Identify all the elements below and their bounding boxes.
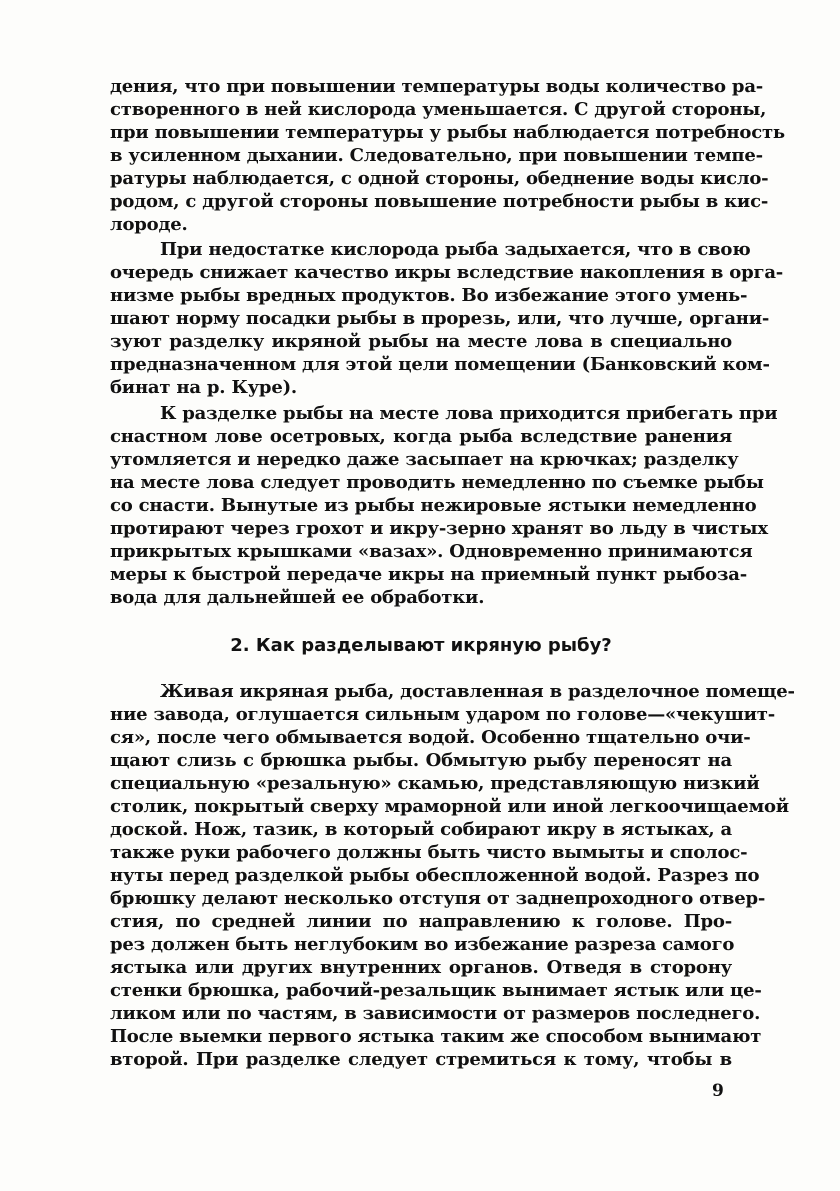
text-line: предназначенном для этой цели помещении (Банковский ком- — [110, 354, 770, 375]
text-line: вода для дальнейшей ее обработки. — [110, 587, 485, 608]
text-line: в усиленном дыхании. Следовательно, при повышении темпе- — [110, 145, 763, 166]
page-number: 9 — [712, 1081, 724, 1101]
text-line: К разделке рыбы на месте лова приходится прибегать при — [160, 403, 778, 424]
text-line: После выемки первого ястыка таким же способом вынимают — [110, 1026, 762, 1047]
text-line: бинат на р. Куре). — [110, 377, 297, 398]
text-line: брюшку делают несколько отступя от заднепроходного отвер- — [110, 888, 766, 909]
text-line: при повышении температуры у рыбы наблюдается потребность — [110, 122, 785, 143]
text-line: ликом или по частям, в зависимости от размеров последнего. — [110, 1003, 761, 1024]
text-line: также руки рабочего должны быть чисто вымыты и сполос- — [110, 842, 748, 863]
text-line: специальную «резальную» скамью, представляющую низкий — [110, 773, 760, 794]
text-line: зуют разделку икряной рыбы на месте лова в специально — [110, 331, 732, 352]
text-line: прикрытых крышками «вазах». Одновременно принимаются — [110, 541, 753, 562]
text-line: ястыка или других внутренних органов. Отведя в сторону — [110, 957, 732, 978]
text-line: очередь снижает качество икры вследствие накопления в орга- — [110, 262, 784, 283]
text-line: дения, что при повышении температуры воды количество ра- — [110, 76, 764, 97]
text-line: протирают через грохот и икру-зерно хранят во льду в чистых — [110, 518, 768, 539]
text-line: шают норму посадки рыбы в прорезь, или, что лучше, органи- — [110, 308, 770, 329]
text-line: ратуры наблюдается, с одной стороны, обеднение воды кисло- — [110, 168, 769, 189]
text-line: снастном лове осетровых, когда рыба вследствие ранения — [110, 426, 732, 447]
text-line: Живая икряная рыба, доставленная в разделочное помеще- — [160, 681, 795, 702]
text-line: родом, с другой стороны повышение потребности рыбы в кис- — [110, 191, 769, 212]
text-line: стия, по средней линии по направлению к голове. Про- — [110, 911, 732, 932]
text-line: стенки брюшка, рабочий-резальщик вынимает ястык или це- — [110, 980, 762, 1001]
text-line: ся», после чего обмывается водой. Особенно тщательно очи- — [110, 727, 751, 748]
text-line: При недостатке кислорода рыба задыхается, что в свою — [160, 239, 751, 260]
text-line: ние завода, оглушается сильным ударом по голове—«чекушит- — [110, 704, 775, 725]
text-line: на месте лова следует проводить немедленно по съемке рыбы — [110, 472, 764, 493]
text-line: утомляется и нередко даже засыпает на крючках; разделку — [110, 449, 739, 470]
text-line: второй. При разделке следует стремиться к тому, чтобы в — [110, 1049, 732, 1070]
text-line: створенного в ней кислорода уменьшается. С другой стороны, — [110, 99, 767, 120]
text-line: со снасти. Вынутые из рыбы нежировые ястыки немедленно — [110, 495, 757, 516]
text-line: доской. Нож, тазик, в который собирают икру в ястыках, а — [110, 819, 732, 840]
text-line: лороде. — [110, 214, 188, 235]
text-line: рез должен быть неглубоким во избежание разреза самого — [110, 934, 735, 955]
text-line: столик, покрытый сверху мраморной или иной легкоочищаемой — [110, 796, 789, 817]
text-line: низме рыбы вредных продуктов. Во избежание этого умень- — [110, 285, 748, 306]
text-line: меры к быстрой передаче икры на приемный пункт рыбоза- — [110, 564, 747, 585]
section-heading: 2. Как разделывают икряную рыбу? — [230, 635, 612, 656]
text-line: щают слизь с брюшка рыбы. Обмытую рыбу переносят на — [110, 750, 732, 771]
text-line: нуты перед разделкой рыбы обеспложенной водой. Разрез по — [110, 865, 760, 886]
